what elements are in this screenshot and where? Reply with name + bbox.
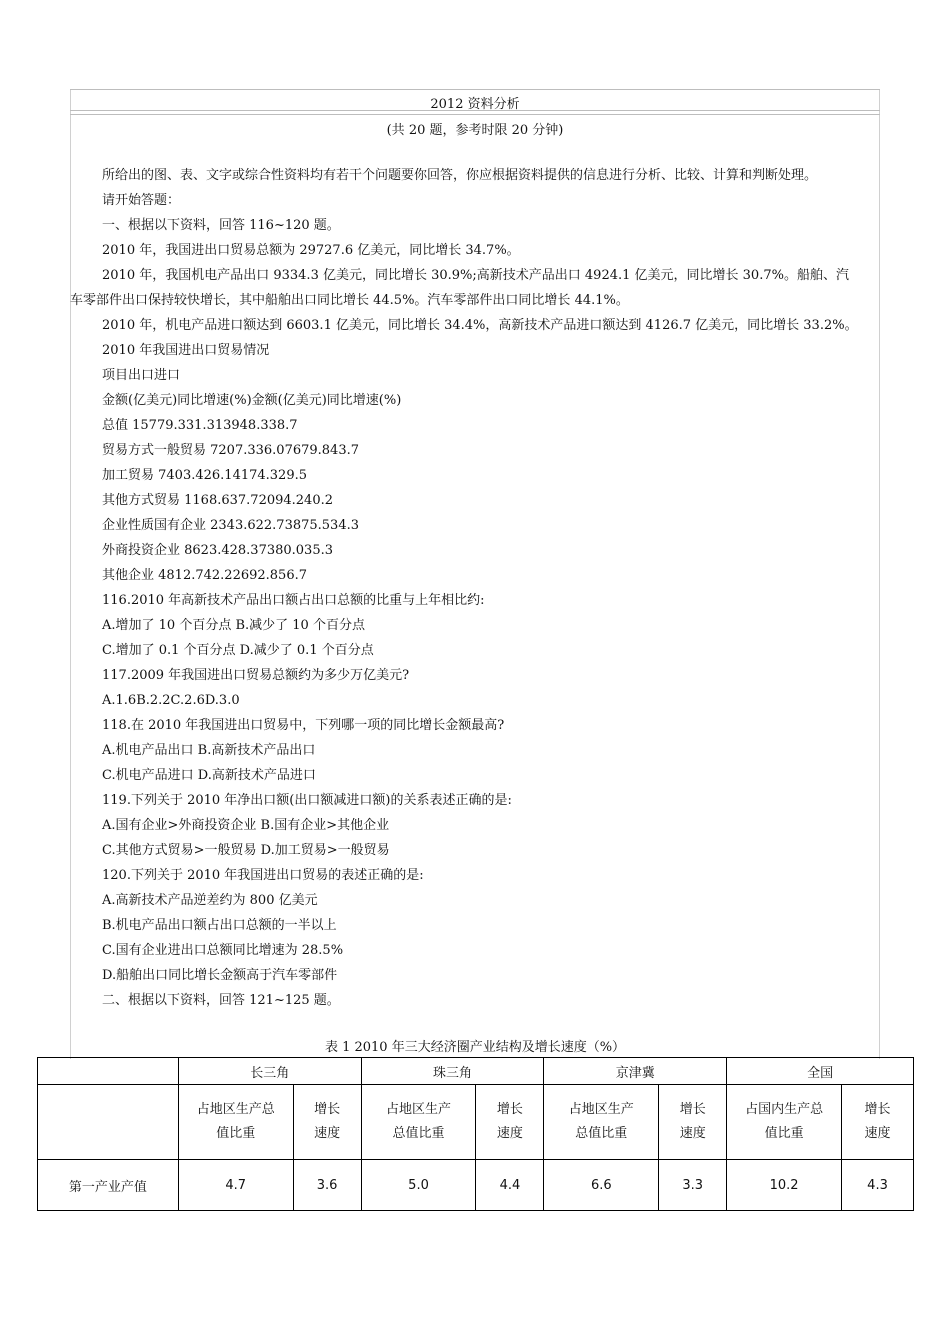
table-text-line: 企业性质国有企业 2343.622.73875.534.3 [102, 518, 359, 533]
question-line: A.1.6B.2.2C.2.6D.3.0 [102, 693, 240, 708]
subheader-text: 增长 [496, 1102, 523, 1117]
question-line: C.其他方式贸易>一般贸易 D.加工贸易>一般贸易 [102, 843, 390, 858]
table-text-line: 贸易方式一般贸易 7207.336.07679.843.7 [102, 443, 359, 458]
subheader-text: 占国内生产总 [745, 1102, 824, 1117]
subheader-text: 增长 [864, 1102, 891, 1117]
paragraph: 2010 年，我国进出口贸易总额为 29727.6 亿美元，同比增长 34.7%。 [102, 243, 520, 258]
table-text-line: 2010 年我国进出口贸易情况 [102, 343, 270, 358]
table-caption: 表 1 2010 年三大经济圈产业结构及增长速度（%） [324, 1040, 626, 1055]
subheader-cell [544, 1085, 659, 1160]
subheader-text: 速度 [679, 1126, 706, 1141]
subheader-text: 占地区生产 [568, 1102, 634, 1117]
table-subheader-row [38, 1085, 914, 1160]
subheader-text: 值比重 [216, 1126, 256, 1141]
page-title: 2012 资料分析 [430, 97, 520, 112]
section1-heading: 一、根据以下资料，回答 116~120 题。 [102, 218, 340, 233]
question-line: A.高新技术产品逆差约为 800 亿美元 [102, 893, 318, 908]
paragraph: 车零部件出口保持较快增长，其中船舶出口同比增长 44.5%。汽车零部件出口同比增长 44.1%。 [70, 293, 629, 308]
question-line: C.增加了 0.1 个百分点 D.减少了 0.1 个百分点 [102, 643, 374, 658]
question-line: D.船舶出口同比增长金额高于汽车零部件 [102, 968, 338, 983]
paragraph: 2010 年，机电产品进口额达到 6603.1 亿美元，同比增长 34.4%，高新技术产品进口额达到 4126.7 亿美元，同比增长 33.2%。 [102, 318, 858, 333]
value-cell: 5.0 [361, 1160, 476, 1211]
subheader-text: 速度 [864, 1126, 891, 1141]
value-cell: 4.7 [178, 1160, 293, 1211]
question-line: 118.在 2010 年我国进出口贸易中，下列哪一项的同比增长金额最高? [102, 718, 505, 733]
subheader-text: 增长 [679, 1102, 706, 1117]
question-line: 119.下列关于 2010 年净出口额(出口额减进口额)的关系表述正确的是: [102, 793, 512, 808]
question-line: 116.2010 年高新技术产品出口额占出口总额的比重与上年相比约: [102, 593, 485, 608]
region-header: 京津冀 [544, 1058, 727, 1085]
subheader-cell [178, 1085, 293, 1160]
row-label: 第一产业产值 [38, 1160, 179, 1211]
value-cell: 4.3 [842, 1160, 914, 1211]
subheader-cell [293, 1085, 361, 1160]
question-line: 117.2009 年我国进出口贸易总额约为多少万亿美元? [102, 668, 410, 683]
paragraph: 2010 年，我国机电产品出口 9334.3 亿美元，同比增长 30.9%;高新技术产品出口 4924.1 亿美元，同比增长 30.7%。船舶、汽 [102, 268, 849, 283]
value-cell: 3.3 [659, 1160, 727, 1211]
question-line: C.机电产品进口 D.高新技术产品进口 [102, 768, 316, 783]
table-blank-cell [38, 1085, 179, 1160]
subheader-text: 增长 [314, 1102, 341, 1117]
subheader-text: 速度 [496, 1126, 523, 1141]
value-cell: 4.4 [476, 1160, 544, 1211]
subheader-text: 占地区生产 [386, 1102, 452, 1117]
subheader-cell [361, 1085, 476, 1160]
value-cell: 10.2 [727, 1160, 842, 1211]
table-text-line: 其他企业 4812.742.22692.856.7 [102, 568, 307, 583]
subheader-text: 占地区生产总 [196, 1102, 275, 1117]
subheader-text: 值比重 [764, 1126, 804, 1141]
header-rule-double [70, 114, 880, 115]
header-rule-top [70, 89, 880, 90]
subheader-text: 总值比重 [575, 1126, 628, 1141]
page-subtitle: (共 20 题，参考时限 20 分钟) [386, 123, 564, 138]
table-text-line: 项目出口进口 [102, 368, 181, 383]
subheader-text: 速度 [314, 1126, 341, 1141]
table-text-line: 金额(亿美元)同比增速(%)金额(亿美元)同比增速(%) [102, 393, 402, 408]
subheader-text: 总值比重 [392, 1126, 445, 1141]
question-line: B.机电产品出口额占出口总额的一半以上 [102, 918, 337, 933]
subheader-cell [476, 1085, 544, 1160]
question-line: A.增加了 10 个百分点 B.减少了 10 个百分点 [102, 618, 365, 633]
subheader-cell [659, 1085, 727, 1160]
question-line: A.机电产品出口 B.高新技术产品出口 [102, 743, 316, 758]
subheader-cell [727, 1085, 842, 1160]
value-cell: 3.6 [293, 1160, 361, 1211]
question-line: A.国有企业>外商投资企业 B.国有企业>其他企业 [102, 818, 390, 833]
table-corner-cell [38, 1058, 179, 1085]
table-text-line: 外商投资企业 8623.428.37380.035.3 [102, 543, 333, 558]
question-line: 120.下列关于 2010 年我国进出口贸易的表述正确的是: [102, 868, 424, 883]
intro-line: 所给出的图、表、文字或综合性资料均有若干个问题要你回答，你应根据资料提供的信息进行分析、比较、计算和判断处理。 [102, 168, 818, 183]
table-text-line: 总值 15779.331.313948.338.7 [102, 418, 298, 433]
region-header: 珠三角 [361, 1058, 544, 1085]
table-text-line: 加工贸易 7403.426.14174.329.5 [102, 468, 307, 483]
question-line: C.国有企业进出口总额同比增速为 28.5% [102, 943, 344, 958]
region-header: 长三角 [178, 1058, 361, 1085]
table-row [38, 1160, 914, 1211]
industry-structure-table [37, 1057, 914, 1211]
region-header: 全国 [727, 1058, 914, 1085]
intro-line: 请开始答题： [102, 193, 181, 208]
table-header-row [38, 1058, 914, 1085]
value-cell: 6.6 [544, 1160, 659, 1211]
table-text-line: 其他方式贸易 1168.637.72094.240.2 [102, 493, 333, 508]
section2-heading: 二、根据以下资料，回答 121~125 题。 [102, 993, 340, 1008]
subheader-cell [842, 1085, 914, 1160]
